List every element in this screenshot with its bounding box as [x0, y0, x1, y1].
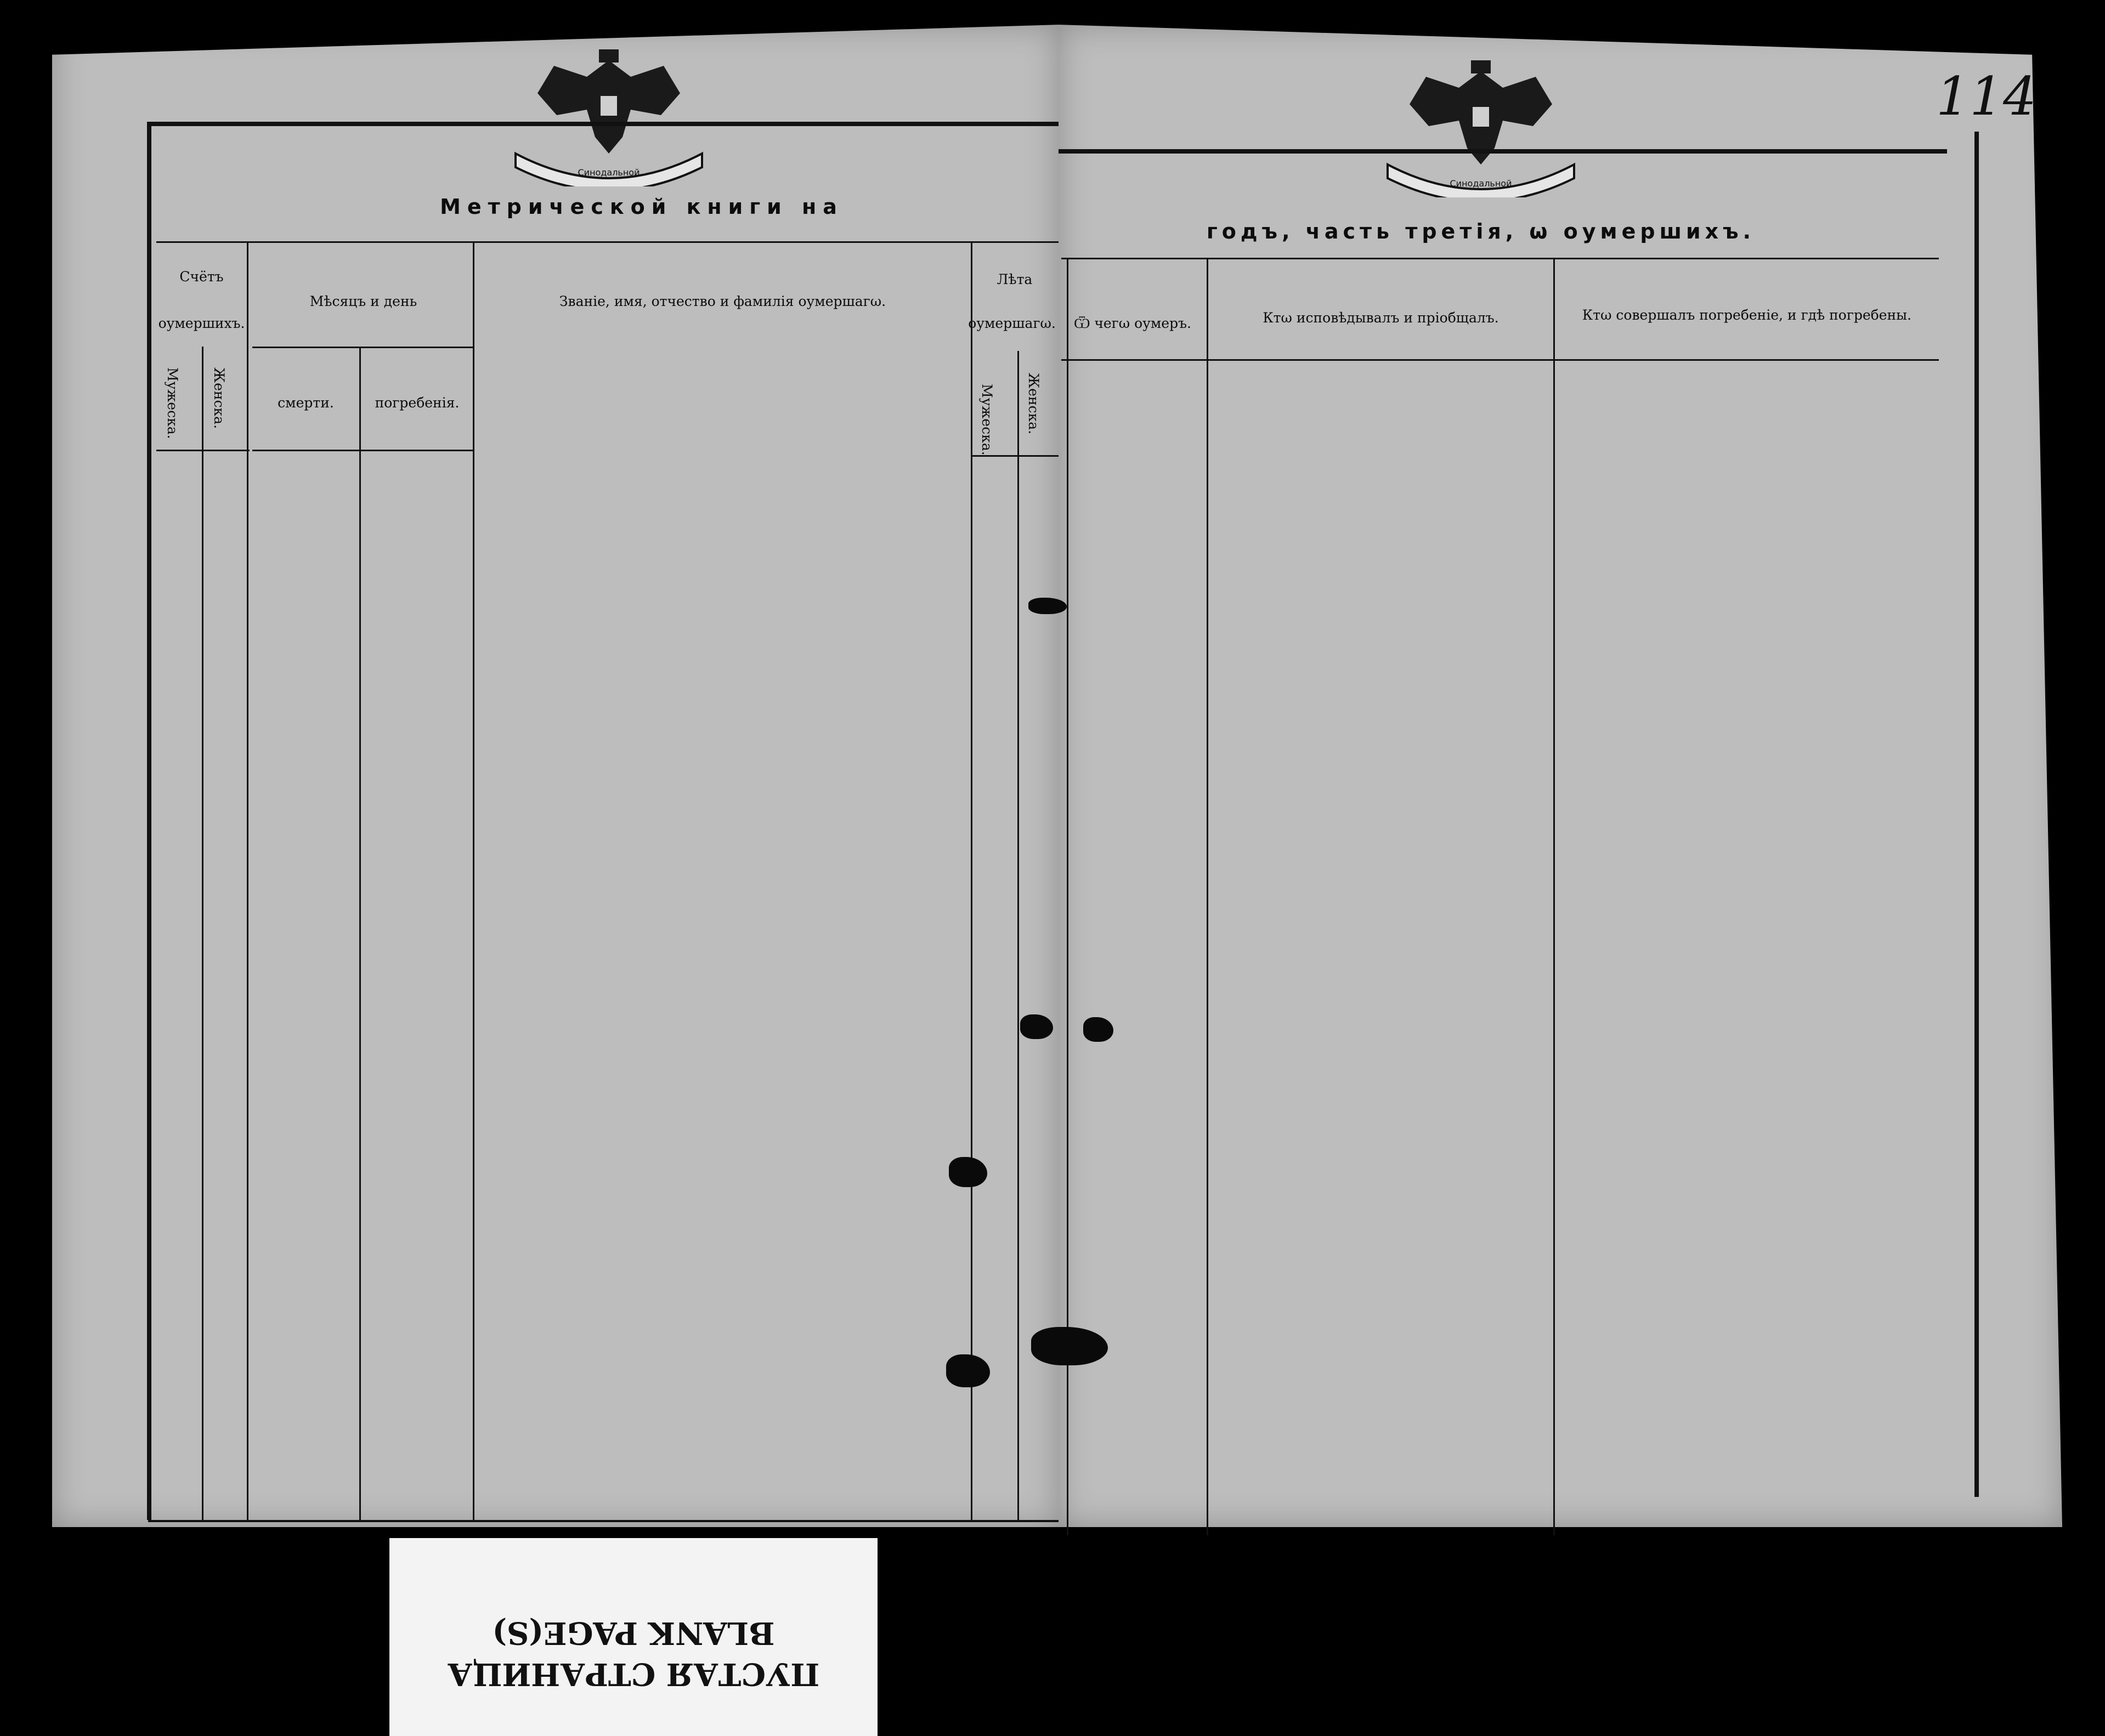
right-frame-top [1059, 149, 1947, 154]
col-divider [1207, 258, 1208, 1535]
right-page [1059, 25, 2062, 1527]
cause-header: Ѿ чегω оумеръ. [1074, 315, 1191, 331]
left-bottom-rule [148, 1520, 1059, 1522]
left-subheader-rule [252, 347, 474, 348]
right-subheader-rule [1061, 359, 1939, 361]
right-page-title: годъ, часть третія, ω оумершихъ. [1206, 219, 1756, 243]
imperial-eagle-emblem-left [505, 44, 713, 186]
burial-by-header: Ктω совершалъ погребеніе, и гдѣ погребены. [1582, 307, 1912, 323]
right-header-rule [1061, 258, 1939, 259]
age-header: Лѣта [997, 271, 1033, 287]
emblem-ribbon-text: Синодальной [578, 167, 640, 178]
paper-damage-hole [1083, 1017, 1113, 1042]
count-subheader: оумершихъ. [158, 315, 245, 331]
col-divider [359, 347, 361, 1520]
col-divider [971, 241, 972, 1520]
imperial-eagle-emblem-right [1377, 55, 1585, 197]
left-subheader-rule-3 [252, 450, 474, 451]
blank-label-ru: ПУСТАЯ СТРАНИЦА [447, 1656, 820, 1692]
female-header: Женска. [211, 367, 227, 429]
count-header: Счётъ [179, 269, 224, 285]
age-female-header: Женска. [1026, 373, 1042, 435]
death-header: смерти. [278, 395, 334, 411]
blank-label-en: BLANK PAGE(S) [492, 1615, 775, 1651]
paper-damage-hole [1028, 598, 1067, 614]
paper-damage-hole [1020, 1014, 1053, 1039]
emblem-ribbon-text: Синодальной [1450, 178, 1512, 189]
burial-header: погребенія. [375, 395, 460, 411]
col-divider [473, 241, 474, 1520]
name-header: Званіе, имя, отчество и фамилія оумершагω. [559, 293, 886, 309]
age-subheader: оумершагω. [968, 315, 1056, 331]
page-number: 114 [1936, 66, 2037, 127]
col-divider [1017, 351, 1019, 1520]
left-page-title-text: Метрической книги на [440, 195, 844, 219]
right-frame-right [1974, 132, 1979, 1497]
left-page-title [395, 195, 889, 219]
left-frame-left [147, 122, 151, 1520]
col-divider [247, 241, 248, 1520]
left-header-rule [156, 241, 1059, 243]
month-day-header: Мѣсяцъ и день [309, 293, 417, 309]
blank-page-label [389, 1538, 878, 1736]
male-header: Мужеска. [165, 367, 180, 439]
col-divider [1553, 258, 1555, 1535]
left-frame-top [148, 122, 1059, 126]
confessor-header: Ктω исповѣдывалъ и пріобщалъ. [1263, 310, 1499, 326]
age-male-header: Мужеска. [979, 384, 995, 456]
col-divider [202, 347, 203, 1520]
